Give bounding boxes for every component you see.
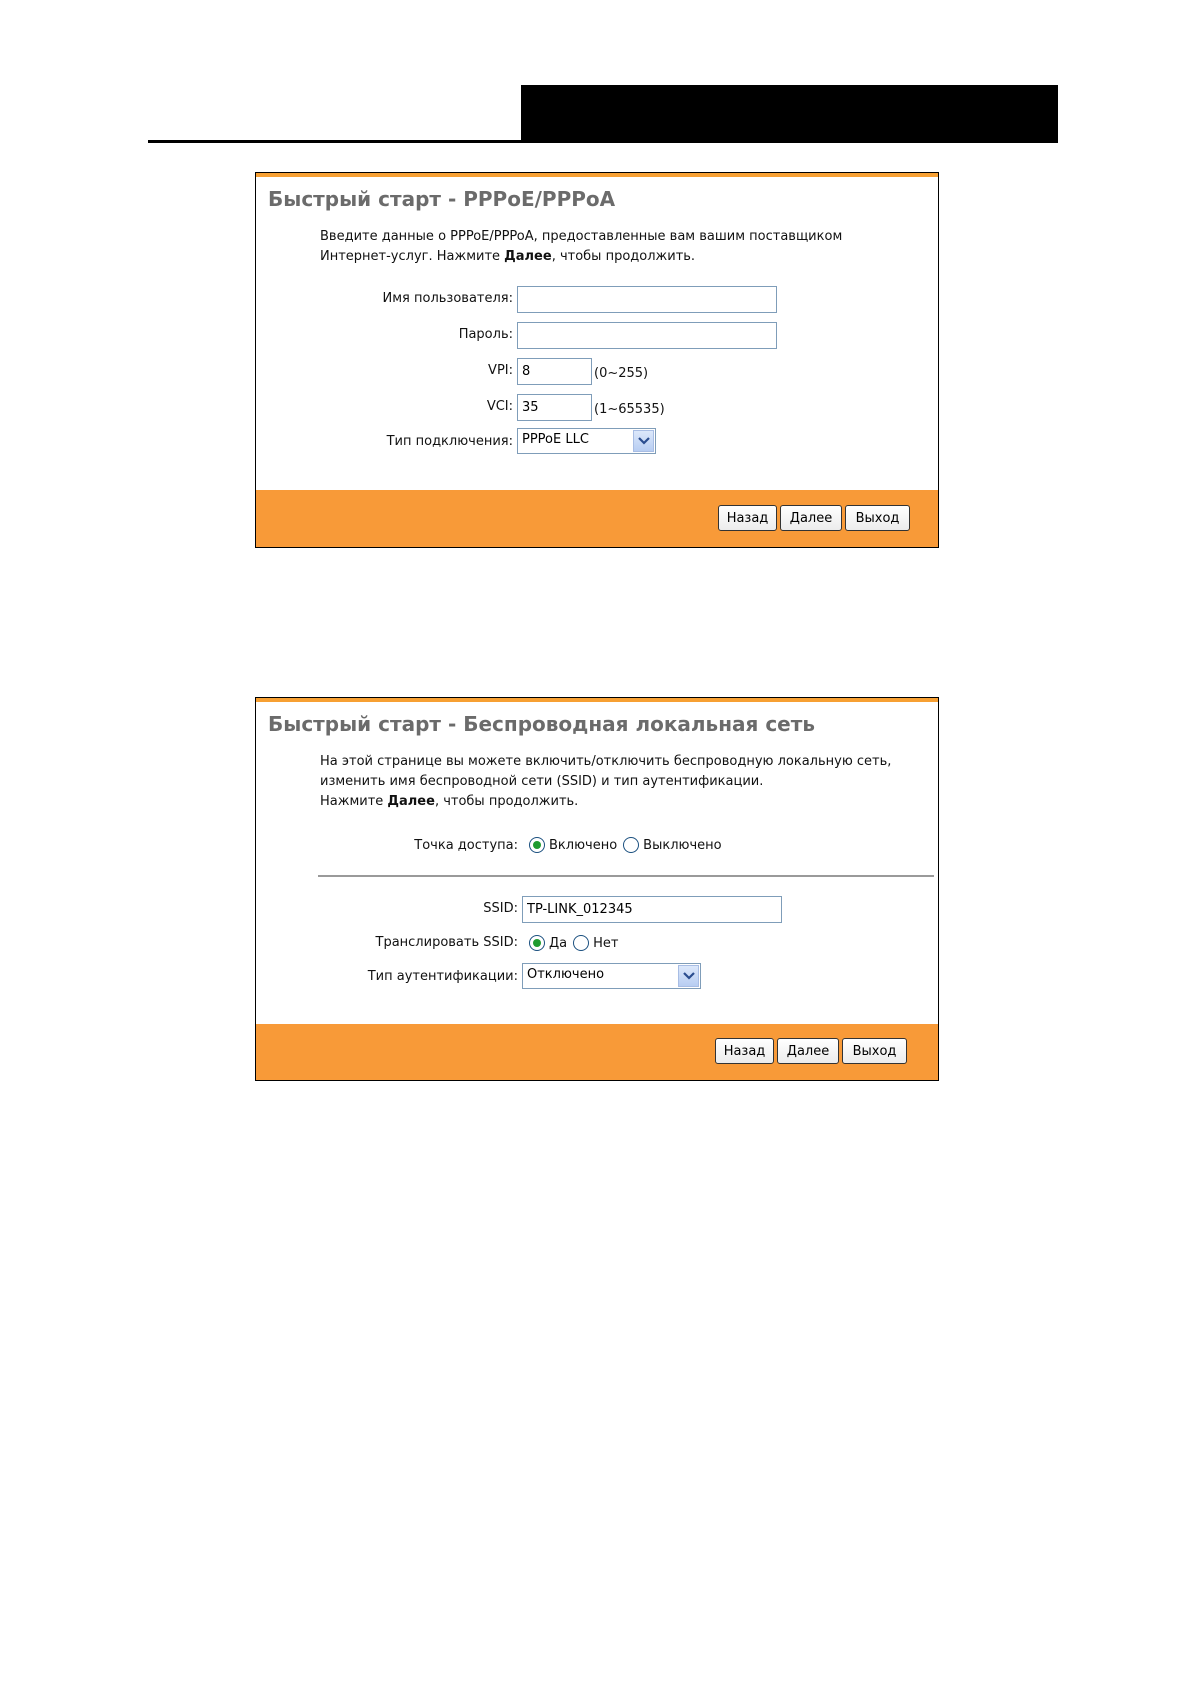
connection-type-value: PPPoE LLC (522, 432, 589, 447)
desc-line-2: Интернет-услуг. Нажмите Далее, чтобы продолжить. (320, 249, 696, 264)
pppoe-quick-start-panel (255, 172, 939, 548)
radio-selected-dot (533, 939, 541, 947)
wlan-quick-start-panel (255, 697, 939, 1081)
panel-top-bar (256, 698, 938, 702)
radio-selected-dot (533, 841, 541, 849)
connection-type-select[interactable] (517, 428, 656, 454)
back-button[interactable]: Назад (718, 505, 777, 531)
broadcast-yes-label: Да (549, 935, 568, 951)
vci-label: VCI: (486, 399, 513, 414)
desc-line-1: На этой странице вы можете включить/отключить беспроводную локальную сеть, (320, 754, 892, 769)
vci-range-hint: (1~65535) (594, 402, 665, 417)
username-input[interactable] (517, 286, 777, 313)
broadcast-ssid-label: Транслировать SSID: (375, 935, 518, 950)
access-point-radio-group (529, 837, 722, 853)
next-button[interactable]: Далее (777, 1038, 839, 1064)
auth-type-label: Тип аутентификации: (367, 969, 518, 984)
desc-line-3: Нажмите Далее, чтобы продолжить. (320, 794, 579, 809)
access-point-on-label: Включено (549, 837, 618, 853)
password-input[interactable] (517, 322, 777, 349)
exit-button[interactable]: Выход (845, 505, 910, 531)
chevron-down-icon[interactable] (633, 430, 654, 452)
panel-footer (256, 1024, 938, 1080)
vpi-input[interactable] (517, 358, 592, 385)
access-point-off-label: Выключено (643, 837, 722, 853)
vpi-label: VPI: (488, 363, 513, 378)
access-point-label: Точка доступа: (414, 838, 518, 853)
header-rule (148, 140, 1058, 143)
desc-line-1: Введите данные о PPPoE/PPPoA, предоставленные вам вашим поставщиком (320, 229, 843, 244)
access-point-on-radio[interactable] (529, 837, 545, 853)
auth-type-value: Отключено (527, 967, 605, 982)
access-point-off-radio[interactable] (623, 837, 639, 853)
panel-description (320, 752, 891, 812)
desc-line-2: изменить имя беспроводной сети (SSID) и тип аутентификации. (320, 774, 764, 789)
chevron-down-icon[interactable] (678, 965, 699, 987)
vpi-range-hint: (0~255) (594, 366, 649, 381)
header-black-box (521, 85, 1058, 143)
broadcast-no-radio[interactable] (573, 935, 589, 951)
next-button[interactable]: Далее (780, 505, 842, 531)
page-title: Быстрый старт - Беспроводная локальная сеть (268, 712, 815, 736)
ssid-label: SSID: (483, 901, 518, 916)
broadcast-ssid-radio-group (529, 935, 618, 951)
username-label: Имя пользователя: (382, 291, 513, 306)
panel-footer (256, 490, 938, 547)
page-title: Быстрый старт - PPPoE/PPPoA (268, 187, 616, 211)
broadcast-yes-radio[interactable] (529, 935, 545, 951)
panel-top-bar (256, 173, 938, 177)
auth-type-select[interactable] (522, 963, 701, 989)
panel-description (320, 227, 842, 267)
vci-input[interactable] (517, 394, 592, 421)
ssid-input[interactable] (522, 896, 782, 923)
section-divider (318, 875, 934, 877)
password-label: Пароль: (458, 327, 513, 342)
exit-button[interactable]: Выход (842, 1038, 907, 1064)
back-button[interactable]: Назад (715, 1038, 774, 1064)
connection-type-label: Тип подключения: (386, 434, 513, 449)
broadcast-no-label: Нет (593, 935, 619, 951)
